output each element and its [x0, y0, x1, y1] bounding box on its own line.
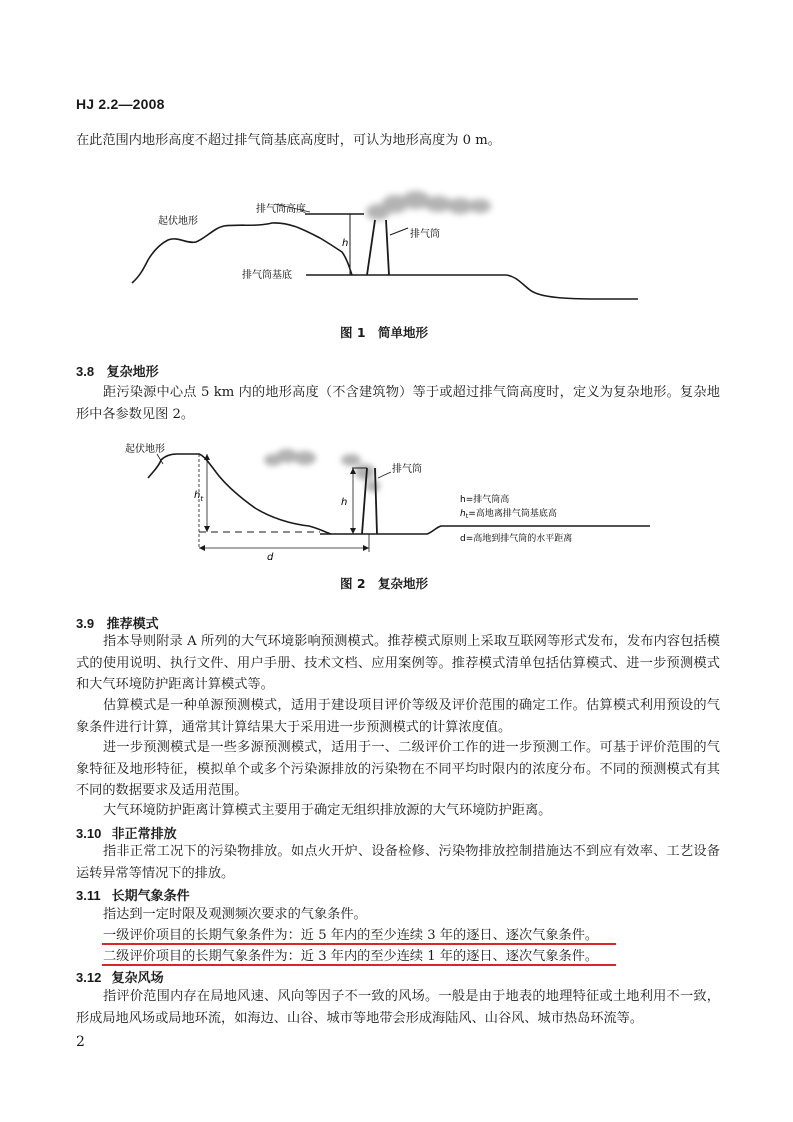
section-3-9-paragraph-3: 进一步预测模式是一些多源预测模式，适用于一、二级评价工作的进一步预测工作。可基于评价范围的气象特征及地形特征，模拟单个或多个污染源排放的污染物在不同平均时限内的浓度分布。不同的预测模式有其不同的数据要求及适用范围。: [76, 740, 720, 799]
figure-2-caption: 图 2 复杂地形: [340, 576, 429, 591]
fig2-d-label: d: [267, 552, 274, 563]
fig1-stack-label: 排气筒: [410, 229, 440, 240]
fig1-h-label: h: [342, 238, 349, 249]
smoke-plume: [264, 449, 380, 492]
terrain-line: [148, 454, 331, 534]
section-3-10-paragraph: 指非正常工况下的污染物排放。如点火开炉、设备检修、污染物排放控制措施达不到应有效率、工艺设备运转异常等情况下的排放。: [76, 844, 720, 881]
section-3-9-heading: [76, 613, 159, 632]
section-3-11-paragraph-1: 指达到一定时限及观测频次要求的气象条件。: [103, 907, 367, 922]
stack-icon: [367, 220, 389, 275]
ground-line: [320, 526, 650, 534]
intro-text: 在此范围内地形高度不超过排气筒基底高度时，可认为地形高度为 0 m。: [76, 133, 501, 148]
section-title: 复杂地形: [106, 365, 159, 380]
fig2-stack-label: 排气筒: [392, 464, 422, 475]
section-title: 推荐模式: [106, 617, 159, 632]
fig1-stack-height-label: 排气筒高度: [256, 204, 306, 215]
fig2-terrain-label: 起伏地形: [125, 444, 165, 455]
section-3-9-paragraph-2: 估算模式是一种单源预测模式，适用于建设项目评价等级及评价范围的确定工作。估算模式利用预设的气象条件进行计算，通常其计算结果大于采用进一步预测模式的计算浓度值。: [76, 698, 720, 735]
section-title: 非正常排放: [111, 827, 177, 842]
section-3-11-paragraph-2: 一级评价项目的长期气象条件为：近 5 年内的至少连续 3 年的逐日、逐次气象条件。: [103, 928, 599, 943]
fig2-h-label: h: [341, 497, 348, 508]
fig2-legend-d: d=高地到排气筒的水平距离: [460, 534, 573, 544]
section-number: 3.10: [76, 826, 102, 841]
section-number: 3.8: [76, 364, 95, 379]
section-number: 3.9: [76, 616, 95, 631]
section-3-12-heading: [76, 967, 164, 986]
document-code: HJ 2.2—2008: [76, 96, 165, 112]
fig1-stack-base-label: 排气筒基底: [242, 270, 292, 281]
section-3-8-heading: [76, 361, 159, 380]
section-3-9-paragraph-1: 指本导则附录 A 所列的大气环境影响预测模式。推荐模式原则上采取互联网等形式发布，发布内容包括模式的使用说明、执行文件、用户手册、技术文档、应用案例等。推荐模式清单包括估算模式、进一步预测模式和大气环境防护距离计算模式等。: [76, 634, 720, 693]
figure-1-caption: 图 1 简单地形: [340, 325, 429, 340]
section-3-9-paragraph-4: 大气环境防护距离计算模式主要用于确定无组织排放源的大气环境防护距离。: [103, 803, 552, 818]
ground-line: [306, 275, 638, 299]
highlight-underline: [102, 943, 616, 945]
page-number: 2: [76, 1034, 85, 1050]
section-3-11-paragraph-3: 二级评价项目的长期气象条件为：近 3 年内的至少连续 1 年的逐日、逐次气象条件。: [103, 949, 599, 964]
section-number: 3.12: [76, 970, 102, 985]
fig2-legend-ht: $h_t=$高地离排气筒基底高: [460, 509, 557, 520]
section-title: 复杂风场: [111, 971, 164, 986]
smoke-plume: [366, 191, 491, 220]
section-3-11-heading: [76, 885, 190, 904]
fig1-terrain-label: 起伏地形: [158, 216, 198, 227]
figure-1-diagram: [120, 180, 650, 315]
section-3-10-heading: [76, 823, 177, 842]
fig2-ht-label: $h_t$: [194, 490, 204, 503]
fig2-legend-h: h=排气筒高: [460, 495, 510, 505]
figure-2-diagram: [115, 438, 660, 568]
section-title: 长期气象条件: [111, 889, 190, 904]
section-3-12-paragraph: 指评价范围内存在局地风速、风向等因子不一致的风场。一般是由于地表的地理特征或土地利用不一致，形成局地风场或局地环流，如海边、山谷、城市等地带会形成海陆风、山谷风、城市热岛环流等。: [76, 989, 720, 1026]
highlight-underline: [102, 964, 616, 966]
section-number: 3.11: [76, 888, 101, 903]
section-3-8-paragraph: 距污染源中心点 5 km 内的地形高度（不含建筑物）等于或超过排气筒高度时，定义为复杂地形。复杂地形中各参数见图 2。: [76, 385, 720, 422]
